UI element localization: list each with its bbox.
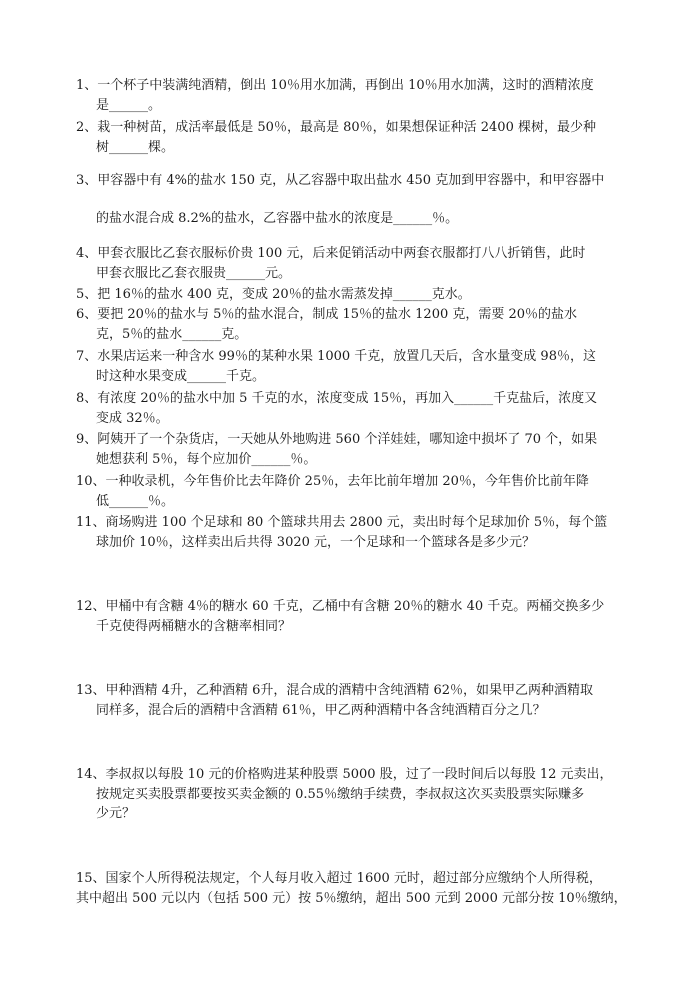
question-text: 的盐水混合成 8.2%的盐水，乙容器中盐水的浓度是______％。 [96,210,459,226]
question-number: 14、 [76,767,106,782]
question-text: 李叔叔以每股 10 元的价格购进某种股票 5000 股，过了一段时间后以每股 12 元卖出， [105,767,613,782]
question-text: 是______。 [96,97,162,113]
question-number: 1、 [76,78,98,93]
question-4 [76,244,628,283]
question-11 [76,513,628,552]
question-text: 同样多，混合后的酒精中含酒精 61％，甲乙两种酒精中各含纯酒精百分之几？ [96,702,546,718]
question-text: 甲套衣服比乙套衣服贵______元。 [96,265,292,281]
question-1 [76,76,628,115]
question-text: 阿姨开了一个杂货店，一天她从外地购进 560 个洋娃娃，哪知途中损坏了 70 个，如果 [97,432,598,447]
question-text: 要把 20％的盐水与 5％的盐水混合，制成 15％的盐水 1200 克，需要 20％的盐水 [97,307,578,322]
question-number: 10、 [76,474,106,489]
question-9 [76,430,628,469]
question-8 [76,389,628,428]
question-number: 15、 [76,871,106,886]
question-text: 树______棵。 [96,139,175,155]
question-10 [76,472,628,511]
question-number: 6、 [76,307,98,322]
question-number: 5、 [76,287,98,302]
question-3 [76,171,628,228]
question-text: 变成 32％。 [96,410,169,426]
question-number: 9、 [76,432,98,447]
question-5 [76,285,628,305]
question-13 [76,681,628,720]
question-text: 把 16％的盐水 400 克，变成 20％的盐水需蒸发掉______克水。 [97,287,471,302]
question-number: 11、 [76,515,106,530]
question-text: 甲容器中有 4%的盐水 150 克，从乙容器中取出盐水 450 克加到甲容器中，和甲容器中 [97,173,605,188]
question-14 [76,765,628,824]
question-text: 克，5％的盐水______克。 [96,326,248,342]
question-number: 12、 [76,599,106,614]
question-text: 有浓度 20％的盐水中加 5 千克的水，浓度变成 15％，再加入______千克盐后，浓度又 [97,391,598,406]
question-text: 一种收录机，今年售价比去年降价 25％，去年比前年增加 20％，今年售价比前年降 [105,474,589,489]
question-text: 其中超出 500 元以内（包括 500 元）按 5％缴纳，超出 500 元到 2000 元部分按 10％缴纳， [76,890,627,906]
question-text: 她想获利 5％，每个应加价______％。 [96,451,317,467]
question-text: 球加价 10％，这样卖出后共得 3020 元，一个足球和一个篮球各是多少元？ [96,534,536,550]
question-text: 少元？ [96,806,136,821]
question-text: 甲种酒精 4升，乙种酒精 6升，混合成的酒精中含纯酒精 62％，如果甲乙两种酒精取 [105,683,594,698]
question-text: 甲桶中有含糖 4％的糖水 60 千克，乙桶中有含糖 20％的糖水 40 千克。两桶交换多少 [105,599,605,614]
question-number: 8、 [76,391,98,406]
question-text: 商场购进 100 个足球和 80 个篮球共用去 2800 元，卖出时每个足球加价 5％，每个篮 [105,515,608,530]
question-2 [76,118,628,157]
question-number: 13、 [76,683,106,698]
question-text: 国家个人所得税法规定，个人每月收入超过 1600 元时，超过部分应缴纳个人所得税， [105,871,602,886]
question-text: 时这种水果变成______千克。 [96,368,266,384]
question-text: 按规定买卖股票都要按买卖金额的 0.55％缴纳手续费，李叔叔这次买卖股票实际赚多 [96,786,585,802]
question-text: 甲套衣服比乙套衣服标价贵 100 元，后来促销活动中两套衣服都打八八折销售，此时 [97,246,586,261]
question-number: 4、 [76,246,98,261]
question-number: 2、 [76,120,98,135]
question-text: 千克使得两桶糖水的含糖率相同？ [96,618,292,634]
question-6 [76,305,628,344]
question-text: 栽一种树苗，成活率最低是 50％，最高是 80％，如果想保证种活 2400 棵树，最少种 [97,120,596,135]
question-12 [76,597,628,636]
question-text: 水果店运来一种含水 99％的某种水果 1000 千克，放置几天后，含水量变成 98％，这 [97,349,596,364]
question-number: 3、 [76,173,98,188]
question-7 [76,347,628,386]
question-15 [76,869,628,908]
question-text: 一个杯子中装满纯酒精，倒出 10％用水加满，再倒出 10％用水加满，这时的酒精浓度 [97,78,594,93]
question-number: 7、 [76,349,98,364]
question-text: 低______％。 [96,493,175,509]
